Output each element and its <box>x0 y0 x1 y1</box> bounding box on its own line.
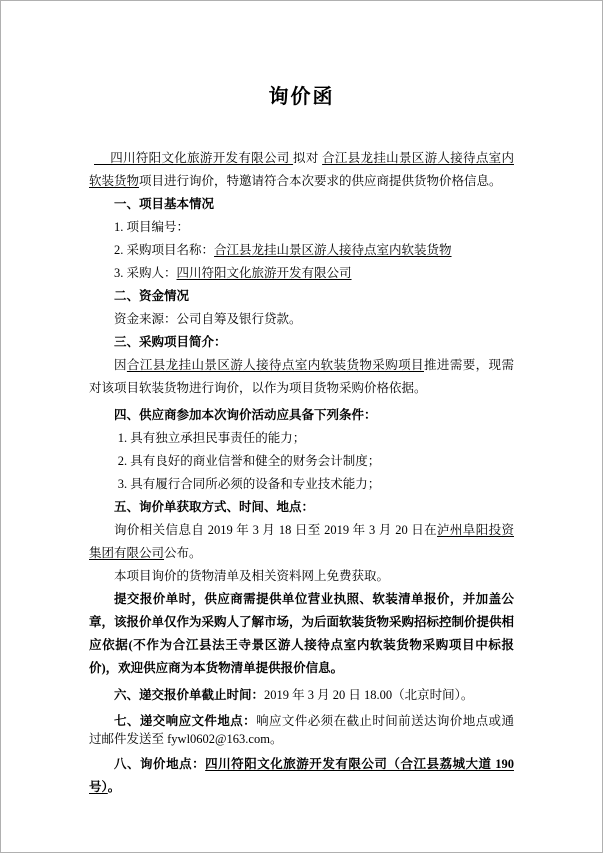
section5-paragraph-2: 本项目询价的货物清单及相关资料网上免费获取。 <box>114 569 390 583</box>
intro-text-2: 项目进行询价，特邀请符合本次要求的供应商提供货物价格信息。 <box>139 174 502 188</box>
section5-paragraph-1 <box>89 519 514 565</box>
section8-inquiry-location <box>89 753 514 799</box>
section1-item-project-name <box>89 239 514 262</box>
section3-project-underlined: 合江县龙挂山景区游人接待点室内软装货物采购项目 <box>126 358 424 372</box>
section7-delivery-location <box>89 712 514 748</box>
section3-heading: 三、采购项目简介： <box>114 335 227 349</box>
section3-text-1: 因 <box>114 358 127 372</box>
intro-paragraph <box>89 147 514 193</box>
section5-heading: 五、询价单获取方式、时间、地点： <box>114 500 315 514</box>
section5-paragraph-3: 提交报价单时，供应商需提供单位营业执照、软装清单报价，并加盖公章，该报价单仅作为采购人了解市场，为后面软装货物采购招标控制价提供相应依据(不作为合江县法王寺景区游人接待点室内软装货物采购项目中标报价)，欢迎供应商为本货物清单提供报价信息。 <box>89 592 515 675</box>
section5-text-2: 公布。 <box>164 546 202 560</box>
section3-body <box>89 354 514 400</box>
section7-label: 七、递交响应文件地点： <box>114 714 257 728</box>
section1-heading: 一、项目基本情况 <box>114 197 215 211</box>
section4-condition-3: 3. 具有履行合同所必须的设备和专业技术能力； <box>117 477 381 491</box>
purchaser-name-underlined: 四川符阳文化旅游开发有限公司 <box>94 151 294 165</box>
section2-heading: 二、资金情况 <box>114 289 190 303</box>
section8-address-underlined: 四川符阳文化旅游开发有限公司（合江县荔城大道 190 号） <box>89 757 514 794</box>
section7-value: 响应文件必须在截止时间前送达询价地点或通过邮件发送至 fywl0602@163.com。 <box>89 714 514 746</box>
project-name-underlined: 合江县龙挂山景区游人接待点室内软装货物 <box>89 151 514 188</box>
section1-item-project-number: 1. 项目编号： <box>114 220 190 234</box>
section6-value: 2019 年 3 月 20 日 18.00（北京时间）。 <box>264 688 474 702</box>
section8-label: 八、询价地点： <box>114 757 206 771</box>
investment-group-underlined: 泸州阜阳投资集团有限公司 <box>89 523 514 560</box>
document-content <box>1 85 602 799</box>
page-title: 询价函 <box>268 86 335 108</box>
section6-deadline <box>89 684 514 707</box>
section4-condition-1: 1. 具有独立承担民事责任的能力； <box>117 431 306 445</box>
section8-tail: 。 <box>107 780 121 794</box>
purchaser-value: 四川符阳文化旅游开发有限公司 <box>176 266 352 280</box>
section3-text-2: 推进需要，现需对该项目软装货物进行询价，以作为项目货物采购价格依据。 <box>89 358 514 395</box>
project-name-value: 合江县龙挂山景区游人接待点室内软装货物 <box>214 243 452 257</box>
section2-body: 资金来源：公司自筹及银行贷款。 <box>114 312 302 326</box>
section6-label: 六、递交报价单截止时间： <box>114 688 265 702</box>
project-name-label: 2. 采购项目名称： <box>114 243 215 257</box>
section4-heading: 四、供应商参加本次询价活动应具备下列条件： <box>114 408 377 422</box>
section5-text-1: 询价相关信息自 2019 年 3 月 18 日至 2019 年 3 月 20 日在 <box>114 523 438 537</box>
purchaser-label: 3. 采购人： <box>114 266 177 280</box>
intro-text-1: 拟对 <box>293 151 323 165</box>
section4-condition-2: 2. 具有良好的商业信誉和健全的财务会计制度； <box>117 454 381 468</box>
section1-item-purchaser <box>89 262 514 285</box>
